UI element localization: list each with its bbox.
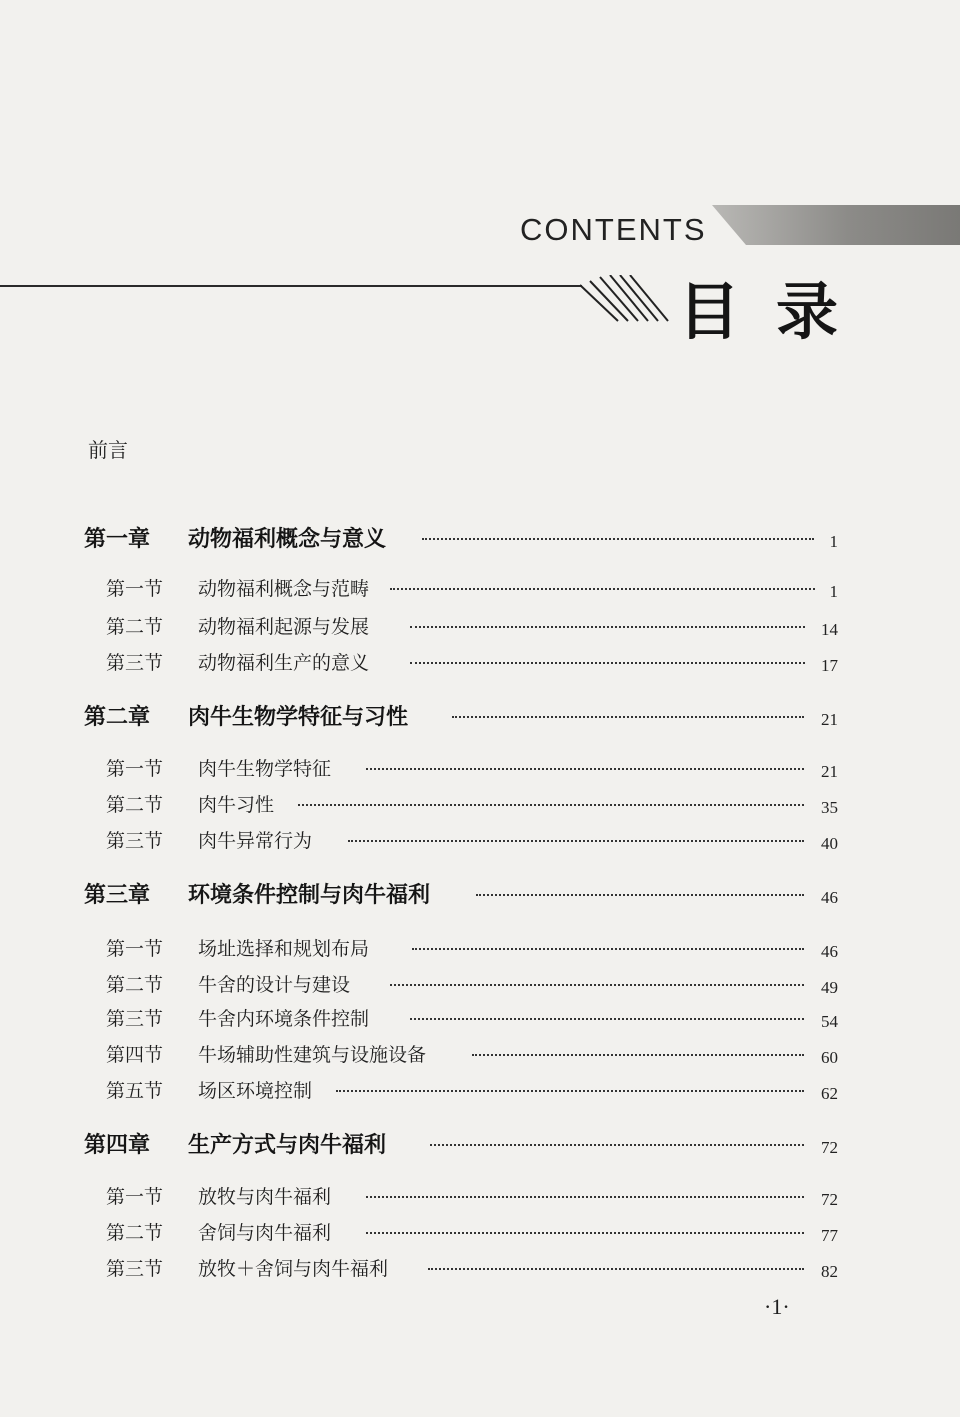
contents-heading: CONTENTS bbox=[520, 212, 707, 247]
toc-leader-dots bbox=[298, 800, 804, 806]
toc-entry-label: 第二节 肉牛习性 bbox=[106, 794, 275, 816]
toc-section-1-1[interactable] bbox=[0, 574, 960, 608]
toc-leader-dots bbox=[366, 1228, 804, 1234]
toc-page-number: 72 bbox=[821, 1190, 838, 1209]
toc-page-number: 77 bbox=[821, 1226, 838, 1245]
toc-section-3-2[interactable] bbox=[0, 970, 960, 1004]
toc-page-number: 21 bbox=[821, 710, 838, 729]
toc-leader-dots bbox=[410, 1014, 804, 1020]
toc-leader-dots bbox=[430, 1140, 804, 1146]
toc-entry-label: 第四章 生产方式与肉牛福利 bbox=[84, 1133, 387, 1158]
toc-leader-dots bbox=[366, 1192, 804, 1198]
toc-page-number: 35 bbox=[821, 798, 838, 817]
page-number: ·1· bbox=[764, 1294, 790, 1319]
toc-section-3-1[interactable] bbox=[0, 934, 960, 968]
toc-leader-dots bbox=[412, 944, 804, 950]
toc-entry-label: 第一节 动物福利概念与范畴 bbox=[106, 578, 370, 600]
toc-leader-dots bbox=[452, 712, 804, 718]
toc-chapter-3[interactable] bbox=[0, 878, 960, 912]
toc-chapter-2[interactable] bbox=[0, 700, 960, 734]
toc-page-number: 46 bbox=[821, 942, 838, 961]
toc-leader-dots bbox=[390, 584, 815, 590]
toc-section-4-2[interactable] bbox=[0, 1218, 960, 1252]
toc-preface[interactable]: 前言 bbox=[88, 438, 128, 462]
toc-leader-dots bbox=[348, 836, 804, 842]
toc-chapter-1[interactable] bbox=[0, 522, 960, 556]
toc-entry-label: 第二节 舍饲与肉牛福利 bbox=[106, 1222, 332, 1244]
toc-section-2-2[interactable] bbox=[0, 790, 960, 824]
toc-leader-dots bbox=[366, 764, 804, 770]
toc-chapter-4[interactable] bbox=[0, 1128, 960, 1162]
toc-entry-label: 第三节 放牧＋舍饲与肉牛福利 bbox=[106, 1258, 389, 1280]
toc-leader-dots bbox=[422, 534, 814, 540]
toc-page-number: 46 bbox=[821, 888, 838, 907]
toc-leader-dots bbox=[410, 658, 805, 664]
toc-entry-label: 第五节 场区环境控制 bbox=[106, 1080, 313, 1102]
toc-section-1-2[interactable] bbox=[0, 612, 960, 646]
toc-entry-label: 第二节 牛舍的设计与建设 bbox=[106, 974, 351, 996]
toc-entry-label: 第一节 场址选择和规划布局 bbox=[106, 938, 370, 960]
toc-page-number: 60 bbox=[821, 1048, 838, 1067]
toc-leader-dots bbox=[476, 890, 804, 896]
header-decorative-band bbox=[712, 205, 960, 245]
toc-leader-dots bbox=[390, 980, 804, 986]
toc-entry-label: 第二章 肉牛生物学特征与习性 bbox=[84, 705, 409, 730]
toc-page-number: 1 bbox=[829, 582, 838, 601]
toc-page-number: 21 bbox=[821, 762, 838, 781]
toc-section-3-3[interactable] bbox=[0, 1004, 960, 1038]
toc-page-number: 62 bbox=[821, 1084, 838, 1103]
toc-section-4-3[interactable] bbox=[0, 1254, 960, 1288]
toc-entry-label: 第三节 动物福利生产的意义 bbox=[106, 652, 370, 674]
toc-entry-label: 第二节 动物福利起源与发展 bbox=[106, 616, 370, 638]
toc-page-number: 49 bbox=[821, 978, 838, 997]
toc-section-3-5[interactable] bbox=[0, 1076, 960, 1110]
toc-entry-label: 第三节 肉牛异常行为 bbox=[106, 830, 313, 852]
toc-leader-dots bbox=[428, 1264, 804, 1270]
toc-page-number: 40 bbox=[821, 834, 838, 853]
toc-section-2-1[interactable] bbox=[0, 754, 960, 788]
toc-entry-label: 第三节 牛舍内环境条件控制 bbox=[106, 1008, 370, 1030]
toc-leader-dots bbox=[410, 622, 805, 628]
toc-entry-label: 第三章 环境条件控制与肉牛福利 bbox=[84, 883, 431, 908]
toc-leader-dots bbox=[336, 1086, 804, 1092]
toc-page-number: 82 bbox=[821, 1262, 838, 1281]
toc-entry-label: 第一节 肉牛生物学特征 bbox=[106, 758, 332, 780]
toc-leader-dots bbox=[472, 1050, 804, 1056]
toc-page-number: 72 bbox=[821, 1138, 838, 1157]
toc-page-number: 54 bbox=[821, 1012, 838, 1031]
toc-page-number: 1 bbox=[829, 532, 838, 551]
table-of-contents-title: 目录 bbox=[678, 275, 875, 348]
toc-entry-label: 第四节 牛场辅助性建筑与设施设备 bbox=[106, 1044, 427, 1066]
toc-section-1-3[interactable] bbox=[0, 648, 960, 682]
hatch-lines-decoration bbox=[580, 275, 672, 323]
toc-section-3-4[interactable] bbox=[0, 1040, 960, 1074]
toc-section-4-1[interactable] bbox=[0, 1182, 960, 1216]
toc-entry-label: 第一节 放牧与肉牛福利 bbox=[106, 1186, 332, 1208]
toc-section-2-3[interactable] bbox=[0, 826, 960, 860]
toc-page-number: 17 bbox=[821, 656, 838, 675]
header-rule-line bbox=[0, 285, 582, 287]
toc-entry-label: 第一章 动物福利概念与意义 bbox=[84, 527, 387, 552]
toc-page-number: 14 bbox=[821, 620, 838, 639]
